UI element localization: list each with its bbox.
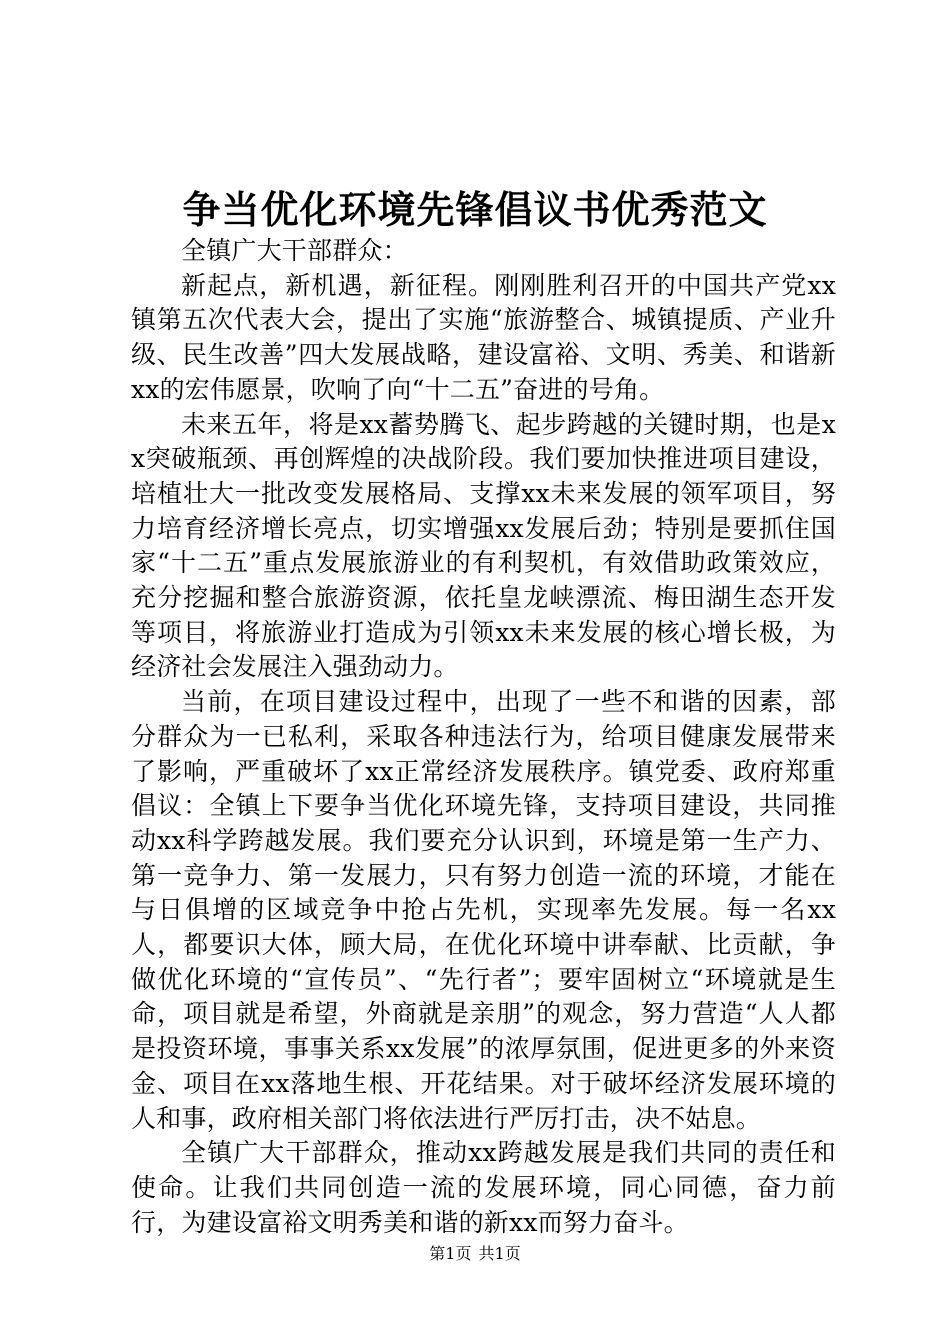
paragraph: 全镇广大干部群众，推动xx跨越发展是我们共同的责任和使命。让我们共同创造一流的发展环境，同心同德，奋力前行，为建设富裕文明秀美和谐的新xx而努力奋斗。 [131,1138,836,1237]
document-body [131,234,836,1240]
paragraph: 当前，在项目建设过程中，出现了一些不和谐的因素，部分群众为一已私利，采取各种违法行为，给项目健康发展带来了影响，严重破坏了xx正常经济发展秩序。镇党委、政府郑重倡议：全镇上下要争当优化环境先锋，支持项目建设，共同推动xx科学跨越发展。我们要充分认识到，环境是第一生产力、第一竞争力、第一发展力，只有努力创造一流的环境，才能在与日俱增的区域竞争中抢占先机，实现率先发展。每一名xx人，都要识大体，顾大局，在优化环境中讲奉献、比贡献，争做优化环境的“宣传员”、“先行者”；要牢固树立“环境就是生命，项目就是希望，外商就是亲朋”的观念，努力营造“人人都是投资环境，事事关系xx发展”的浓厚氛围，促进更多的外来资金、项目在xx落地生根、开花结果。对于破坏经济发展环境的人和事，政府相关部门将依法进行严厉打击，决不姑息。 [131,687,837,1133]
paragraph: 新起点，新机遇，新征程。刚刚胜利召开的中国共产党xx镇第五次代表大会，提出了实施“旅游整合、城镇提质、产业升级、民生改善”四大发展战略，建设富裕、文明、秀美、和谐新xx的宏伟愿景，吹响了向“十二五”奋进的号角。 [131,270,836,404]
document-title: 争当优化环境先锋倡议书优秀范文 [182,187,768,232]
page-number-footer: 第1页 共1页 [429,1244,521,1263]
salutation: 全镇广大干部群众： [181,236,408,265]
paragraph: 未来五年，将是xx蓄势腾飞、起步跨越的关键时期，也是xx突破瓶颈、再创辉煌的决战阶段。我们要加快推进项目建设，培植壮大一批改变发展格局、支撑xx未来发展的领军项目，努力培育经济增长亮点，切实增强xx发展后劲；特别是要抓住国家“十二五”重点发展旅游业的有利契机，有效借助政策效应，充分挖掘和整合旅游资源，依托皇龙峡漂流、梅田湖生态开发等项目，将旅游业打造成为引领xx未来发展的核心增长极，为经济社会发展注入强劲动力。 [131,409,836,682]
